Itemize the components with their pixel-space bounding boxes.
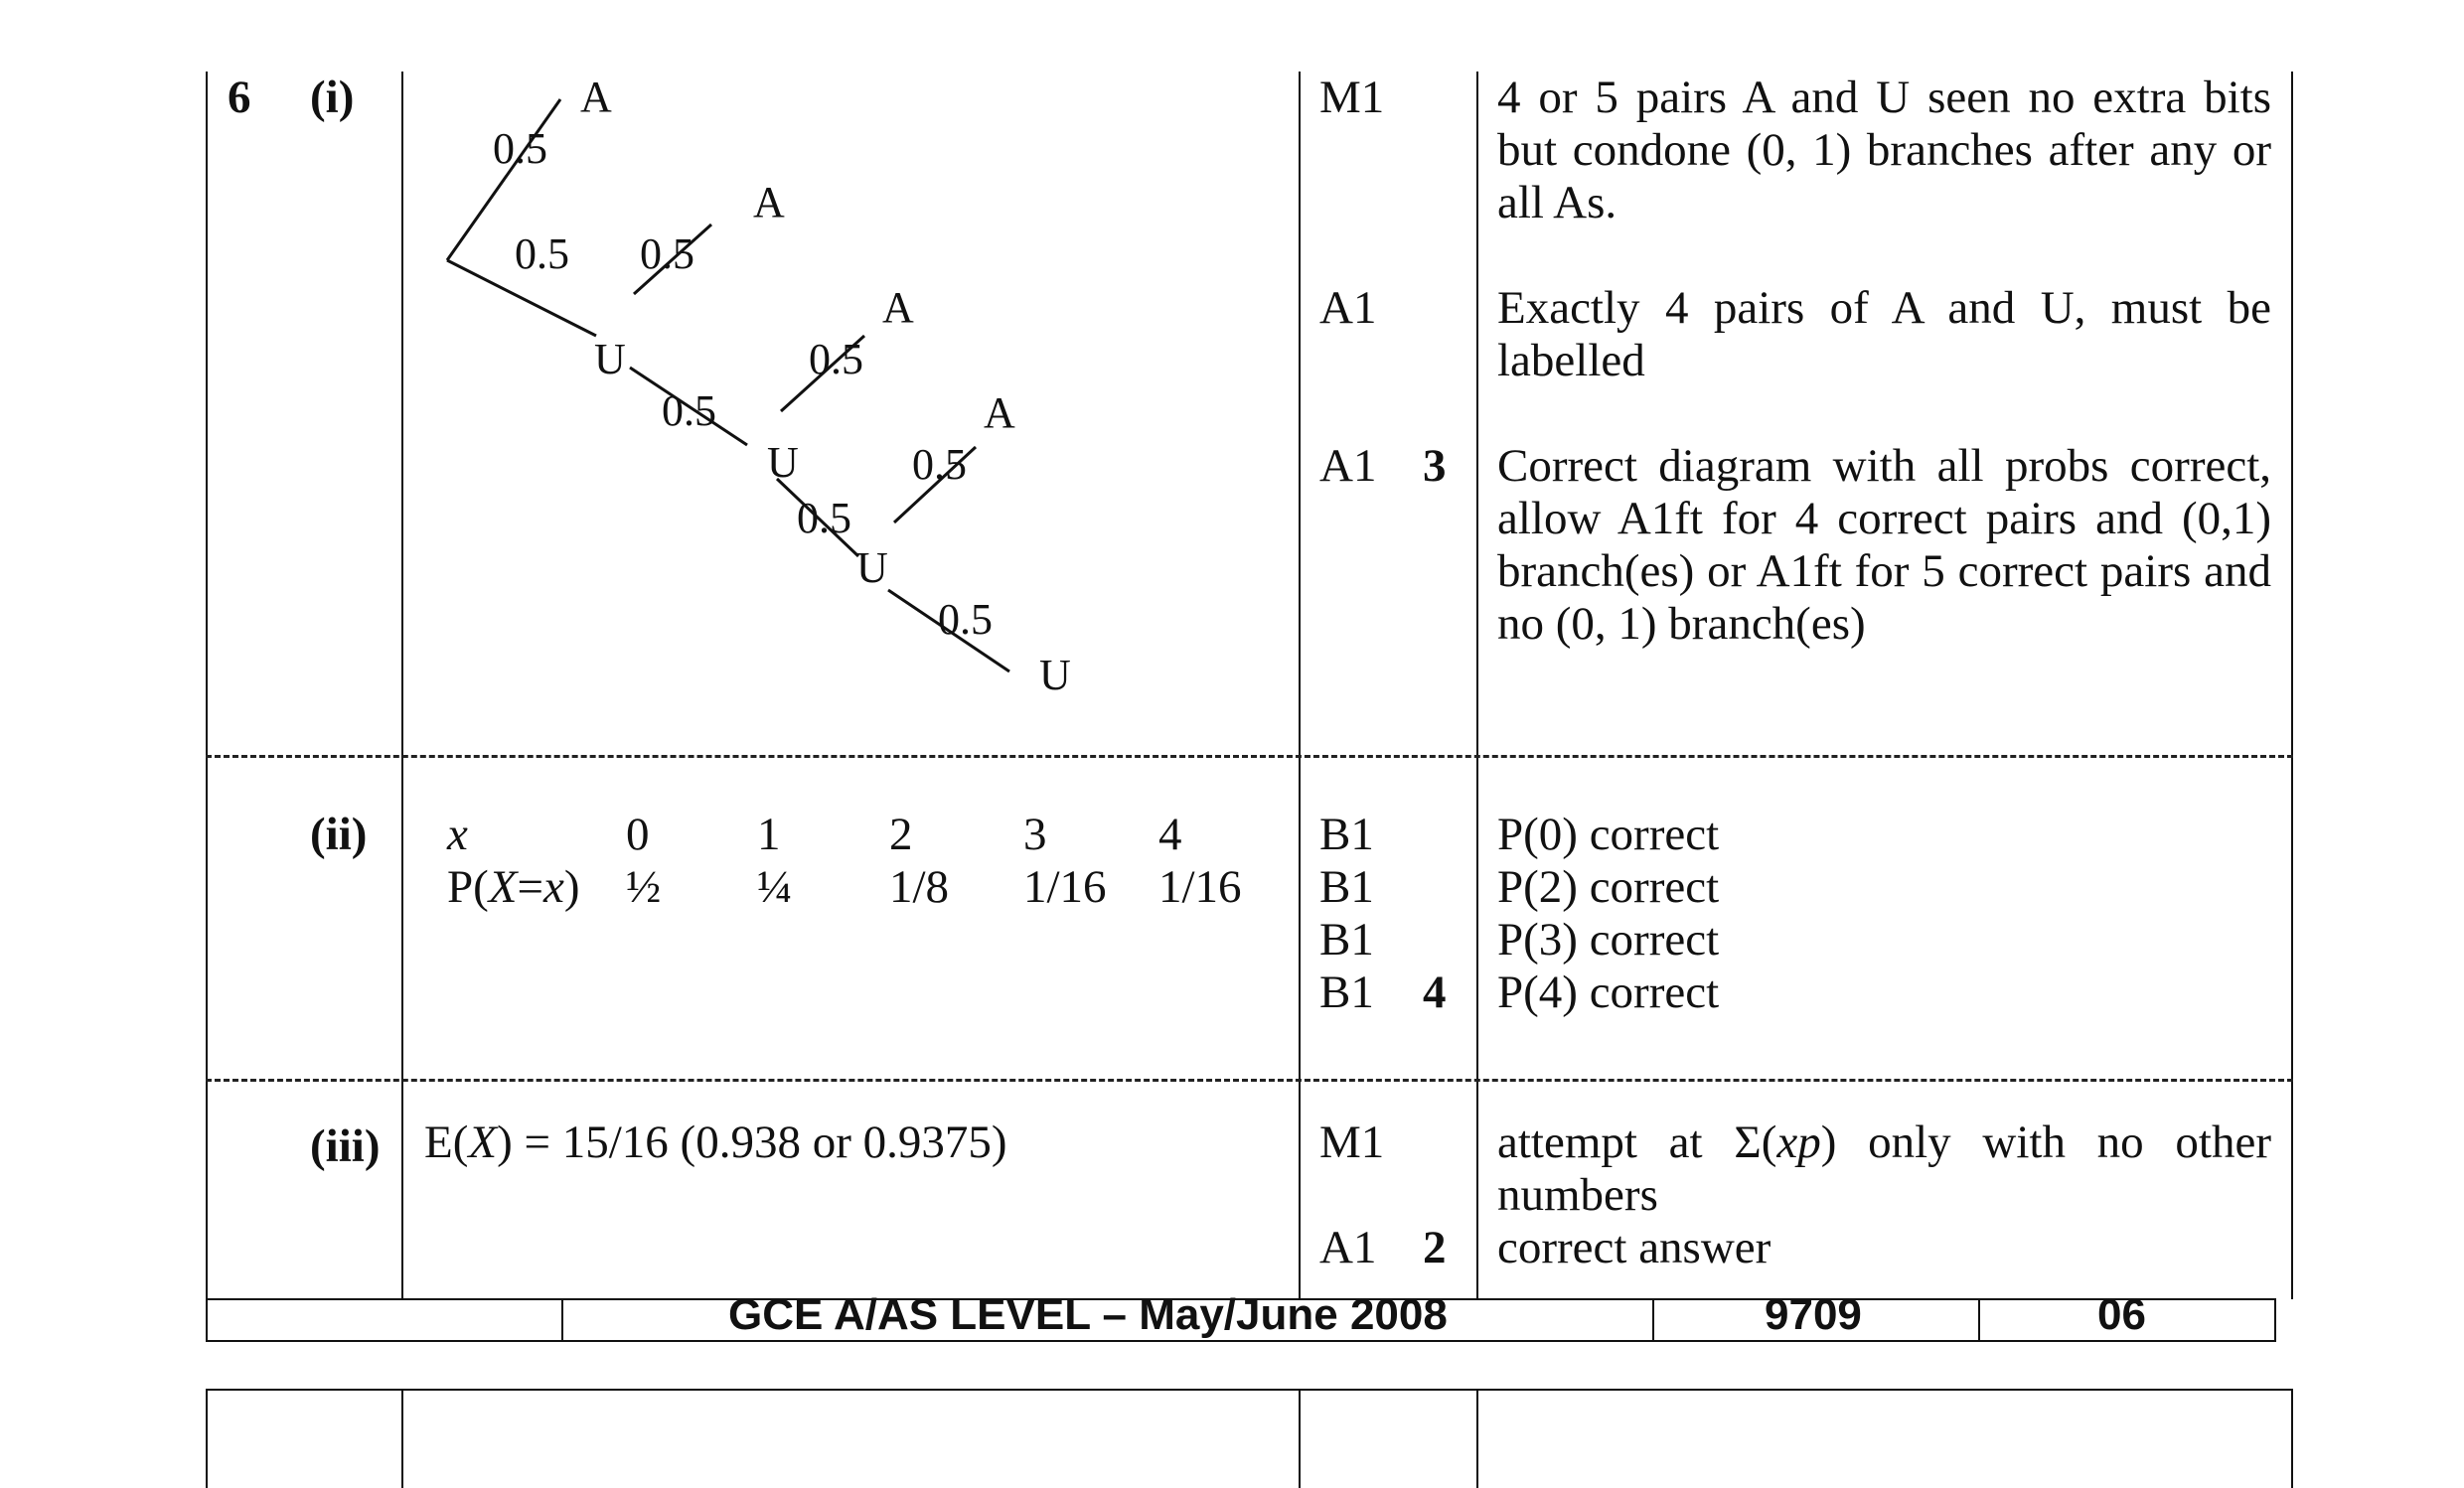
part-divider — [206, 755, 2293, 758]
node-label: U — [856, 543, 888, 592]
table-cell: 4 — [1158, 809, 1182, 860]
probability-label: 0.5 — [662, 386, 716, 435]
table-header-px — [447, 861, 580, 914]
node-label: A — [882, 283, 914, 332]
px-eq: = — [517, 861, 544, 913]
guidance-line: but condone (0, 1) branches after any or — [1497, 124, 2271, 176]
footer-title: GCE A/AS LEVEL – May/June 2008 — [728, 1290, 1448, 1339]
table-cell: ½ — [626, 861, 662, 913]
px-var: X — [488, 861, 518, 913]
tree-diagram — [401, 70, 1296, 745]
mark-code: B1 — [1319, 967, 1374, 1018]
table-cell: 1 — [757, 809, 781, 860]
grid-line — [1299, 1389, 1301, 1488]
guidance-line: P(0) correct — [1497, 809, 1720, 860]
guidance-line: numbers — [1497, 1169, 1658, 1221]
mark-total: 3 — [1423, 440, 1447, 492]
footer-paper: 06 — [2097, 1290, 2146, 1339]
guidance-line: P(4) correct — [1497, 967, 1720, 1018]
grid-line — [401, 1389, 403, 1488]
footer-divider — [1978, 1300, 1980, 1340]
table-cell: 2 — [889, 809, 913, 860]
mark-code: A1 — [1319, 1222, 1377, 1273]
table-cell: 1/8 — [889, 861, 950, 913]
expectation-post: ) = 15/16 (0.938 or 0.9375) — [497, 1116, 1007, 1168]
mark-code: A1 — [1319, 282, 1377, 334]
probability-label: 0.5 — [809, 335, 863, 383]
node-label: A — [984, 388, 1015, 437]
probability-label: 0.5 — [797, 494, 851, 542]
expectation-var: X — [468, 1116, 498, 1168]
mark-code: M1 — [1319, 72, 1385, 123]
part-label-i: (i) — [310, 72, 355, 123]
px-post: ) — [563, 861, 580, 913]
part-divider — [206, 1079, 2293, 1082]
grid-line — [2291, 1389, 2293, 1488]
guidance-post: ) only with no other — [1820, 1116, 2271, 1168]
guidance-line: all As. — [1497, 177, 1617, 228]
part-label-ii: (ii) — [310, 809, 368, 860]
table-cell: ¼ — [757, 861, 793, 913]
mark-code: A1 — [1319, 440, 1377, 492]
guidance-line: 4 or 5 pairs A and U seen no extra bits — [1497, 72, 2271, 123]
table-cell: 1/16 — [1158, 861, 1242, 913]
grid-line — [2291, 72, 2293, 1299]
probability-label: 0.5 — [912, 440, 967, 489]
guidance-line: P(3) correct — [1497, 914, 1720, 966]
guidance-line: branch(es) or A1ft for 5 correct pairs and — [1497, 545, 2271, 597]
probability-label: 0.5 — [640, 229, 694, 278]
guidance-line: correct answer — [1497, 1222, 1771, 1273]
probability-label: 0.5 — [938, 595, 993, 644]
mark-code: B1 — [1319, 809, 1374, 860]
node-label: U — [767, 438, 799, 487]
mark-code: M1 — [1319, 1116, 1385, 1168]
question-number: 6 — [228, 72, 251, 123]
mark-total: 4 — [1423, 967, 1447, 1018]
grid-line — [1476, 72, 1478, 1299]
grid-line — [1476, 1389, 1478, 1488]
expectation-pre: E( — [424, 1116, 469, 1168]
table-cell: 3 — [1023, 809, 1047, 860]
mark-code: B1 — [1319, 914, 1374, 966]
node-label: A — [753, 178, 785, 226]
footer-divider — [1652, 1300, 1654, 1340]
node-label: U — [1039, 651, 1071, 699]
table-cell: 1/16 — [1023, 861, 1107, 913]
guidance-line: no (0, 1) branch(es) — [1497, 598, 1866, 650]
probability-label: 0.5 — [515, 229, 569, 278]
guidance-line: P(2) correct — [1497, 861, 1720, 913]
guidance-line: Correct diagram with all probs correct, — [1497, 440, 2271, 492]
expectation-answer — [424, 1116, 1007, 1169]
grid-line — [206, 1389, 208, 1488]
mark-code: B1 — [1319, 861, 1374, 913]
guidance-line: Exactly 4 pairs of A and U, must be — [1497, 282, 2271, 334]
next-row-top — [206, 1389, 2293, 1391]
part-label-iii: (iii) — [310, 1120, 381, 1172]
guidance-line: allow A1ft for 4 correct pairs and (0,1) — [1497, 493, 2271, 544]
px-var2: x — [543, 861, 564, 913]
footer-divider — [561, 1300, 563, 1340]
grid-line — [206, 72, 208, 1299]
guidance-pre: attempt at Σ( — [1497, 1116, 1777, 1168]
table-header-x: x — [447, 809, 468, 860]
px-pre: P( — [447, 861, 489, 913]
table-cell: 0 — [626, 809, 650, 860]
guidance-line — [1497, 1116, 2271, 1169]
probability-label: 0.5 — [493, 124, 547, 173]
grid-line — [1299, 72, 1301, 1299]
node-label: U — [594, 335, 626, 383]
guidance-var: xp — [1776, 1116, 1821, 1168]
node-label: A — [580, 73, 612, 121]
footer-syllabus: 9709 — [1765, 1290, 1862, 1339]
guidance-line: labelled — [1497, 335, 1645, 386]
mark-total: 2 — [1423, 1222, 1447, 1273]
